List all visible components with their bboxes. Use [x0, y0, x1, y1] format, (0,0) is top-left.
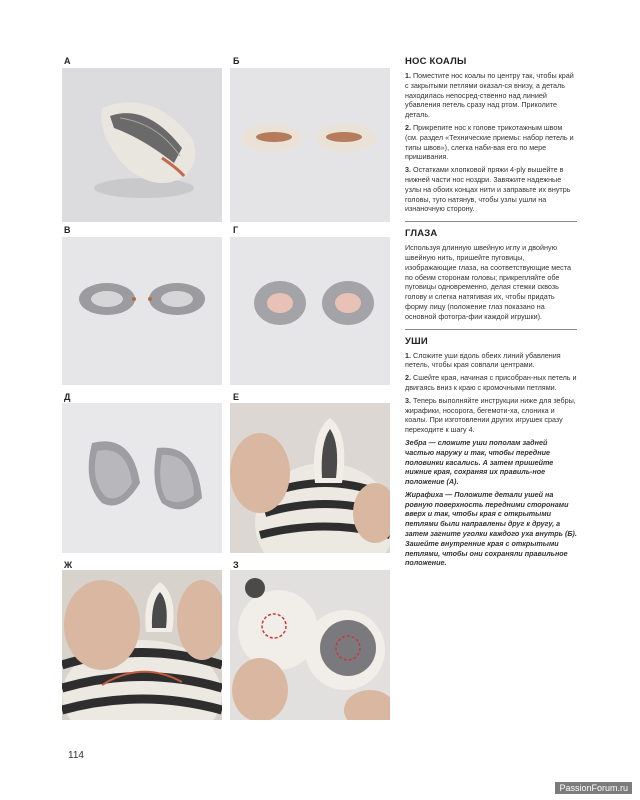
eyes-text: Используя длинную швейную иглу и двойную швейную нить, пришейте пуговицы, изображающие глаза, на соответствующие места по обеим сторонам головы; прикрепляйте обе пуговицы одновременно, делая стежки сквозь голову и слегка натягивая их, чтобы придать форму лицу (положение глаз показано на основной фотогра-фии каждой игрушки).	[405, 243, 571, 321]
photo-label-a: А	[64, 56, 71, 66]
instructions-column	[405, 56, 577, 571]
giraffe-text: Положите детали ушей на ровную поверхность передними сторонами вверх и так, чтобы края с открытыми петлями были направлены друг к другу, а затем загните уголки каждого уха внутрь (Б). Зашейте внутренние края с открытыми петлями, чтобы они сохраняли правильное положение.	[405, 489, 577, 568]
giraffe-instruction	[405, 490, 577, 568]
nose-step-2	[405, 123, 577, 162]
photo-label-c: В	[64, 225, 71, 235]
ears-step-1-num: 1.	[405, 350, 411, 360]
nose-step-1	[405, 71, 577, 120]
photo-label-e: Д	[64, 392, 71, 402]
zebra-instruction	[405, 438, 577, 487]
ears-step-1	[405, 351, 577, 371]
photo-b-image	[230, 68, 390, 222]
photo-label-b: Б	[233, 56, 240, 66]
zebra-text: сложите уши пополам задней частью наружу и так, чтобы передние половинки касались. А затем пришейте нижние края, сохраняя их правиль-ное положение (А).	[405, 437, 554, 487]
photo-g-image	[62, 570, 222, 720]
ears-step-3	[405, 396, 577, 435]
giraffe-lead: Жирафиха —	[405, 489, 453, 499]
photo-a	[62, 68, 222, 222]
photo-b	[230, 68, 390, 222]
photo-h	[230, 570, 390, 720]
ears-step-2-text: Сшейте края, начиная с присобран-ных петель и двигаясь вниз к краю с кромочными петлями.	[405, 373, 577, 392]
divider	[405, 329, 577, 330]
ears-step-2	[405, 373, 577, 393]
section-title-ears: УШИ	[405, 335, 428, 347]
photo-d	[230, 237, 390, 385]
page-number: 114	[68, 750, 84, 761]
divider	[405, 221, 577, 222]
photo-f-image	[230, 403, 390, 553]
photo-label-h: З	[233, 560, 239, 570]
photo-h-image	[230, 570, 390, 720]
nose-steps	[405, 71, 577, 214]
eyes-block	[405, 243, 577, 321]
ears-steps	[405, 351, 577, 569]
photo-f	[230, 403, 390, 553]
photo-label-g: Ж	[64, 560, 73, 570]
nose-step-1-text: Поместите нос коалы по центру так, чтобы край с закрытыми петлями оказал-ся внизу, а деталь находилась непосред-ственно над линией убавления петель сразу над ртом. Приколите деталь.	[405, 71, 574, 120]
photo-d-image	[230, 237, 390, 385]
photo-a-image	[62, 68, 222, 222]
zebra-lead: Зебра —	[405, 437, 436, 447]
photo-e-image	[62, 403, 222, 553]
photo-label-d: Г	[233, 225, 239, 235]
photo-label-f: Е	[233, 392, 240, 402]
ears-step-3-num: 3.	[405, 395, 411, 405]
watermark: PassionForum.ru	[555, 782, 632, 794]
nose-step-3-text: Остатками хлопковой пряжи 4-ply вышейте в нижней части нос ноздри. Завяжите надежные узлы на обоих концах нити и заправьте их внутрь головы, туго натянув, чтобы узлы ушли на изнаночную сторону.	[405, 165, 571, 214]
nose-step-3	[405, 165, 577, 214]
photo-c-image	[62, 237, 222, 385]
ears-step-1-text: Сложите уши вдоль обеих линий убавления петель, чтобы края совпали центрами.	[405, 350, 561, 370]
nose-step-1-num: 1.	[405, 71, 411, 80]
photo-e	[62, 403, 222, 553]
nose-step-2-text: Прикрепите нос к голове трикотажным швом (см. раздел «Технические приемы: набор петель и типы швов»), слегка наби-вая его по мере пришивания.	[405, 122, 574, 162]
nose-step-2-num: 2.	[405, 122, 411, 132]
photo-c	[62, 237, 222, 385]
ears-step-2-num: 2.	[405, 373, 411, 383]
section-title-nose: НОС КОАЛЫ	[405, 56, 467, 67]
nose-step-3-num: 3.	[405, 165, 411, 175]
section-title-eyes: ГЛАЗА	[405, 228, 438, 240]
ears-step-3-text: Теперь выполняйте инструкции ниже для зебры, жирафики, носорога, бегемоти-ха, слоника и коалы. При изготовлении других игрушек сразу переходите к шагу 4.	[405, 395, 576, 435]
photo-g	[62, 570, 222, 720]
